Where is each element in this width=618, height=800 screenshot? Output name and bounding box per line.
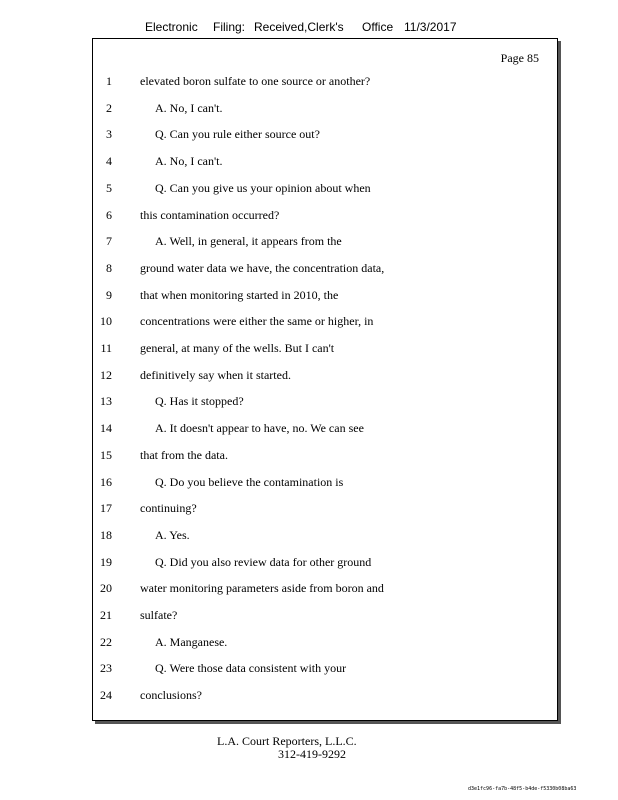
transcript-line [93,501,553,517]
line-text: Q. Were those data consistent with your [155,661,347,676]
line-text: Q. Do you believe the contamination is [155,474,344,489]
line-number: 15 [100,447,112,462]
line-number: 19 [100,554,112,569]
line-number: 11 [100,341,112,355]
document-id: d3e1fc96-fa7b-48f5-b4de-f5330b08ba63 [468,786,577,792]
transcript-line [93,288,553,304]
line-text: Q. Has it stopped? [155,394,244,409]
line-text: water monitoring parameters aside from boron and [140,581,384,596]
transcript-line [93,261,553,277]
line-text: Q. Can you rule either source out? [155,127,320,142]
stamp-filing-date: 11/3/2017 [404,20,457,34]
transcript-line [93,475,553,491]
line-number: 9 [106,287,112,302]
line-number: 20 [100,581,112,596]
line-text: conclusions? [140,688,202,703]
line-text: A. It doesn't appear to have, no. We can see [155,421,364,436]
line-number: 23 [100,661,112,676]
line-text: this contamination occurred? [140,207,280,222]
transcript-line [93,127,553,143]
transcript-line [93,368,553,384]
line-number: 10 [100,314,112,329]
transcript-line [93,341,553,357]
transcript-line [93,688,553,704]
line-number: 17 [100,501,112,516]
transcript-line [93,528,553,544]
line-text: that when monitoring started in 2010, the [140,287,339,302]
line-number: 22 [100,634,112,649]
line-text: definitively say when it started. [140,367,291,382]
line-text: A. Yes. [155,527,190,542]
transcript-line [93,154,553,170]
line-number: 5 [106,180,112,195]
line-number: 14 [100,421,112,436]
transcript-line [93,101,553,117]
court-reporter-phone: 312-419-9292 [278,747,346,761]
line-text: that from the data. [140,447,228,462]
stamp-word-electronic: Electronic [145,20,198,34]
line-text: continuing? [140,501,197,516]
line-number: 2 [106,100,112,115]
transcript-line [93,661,553,677]
line-number: 4 [106,154,112,169]
page-number: Page 85 [500,51,539,65]
stamp-word-filing: Filing: [213,20,246,34]
transcript-line [93,181,553,197]
transcript-line [93,421,553,437]
line-number: 24 [100,688,112,703]
transcript-line [93,74,553,90]
transcript-page [92,38,558,721]
transcript-line [93,608,553,624]
transcript-line [93,581,553,597]
line-number: 7 [106,234,112,249]
line-text: Q. Can you give us your opinion about when [155,180,371,195]
stamp-word-office: Office [362,20,394,34]
line-number: 13 [100,394,112,409]
line-number: 1 [106,74,112,88]
transcript-line [93,208,553,224]
court-reporter-name: L.A. Court Reporters, L.L.C. [217,734,357,748]
line-number: 3 [106,127,112,142]
line-number: 12 [100,367,112,382]
line-text: sulfate? [140,608,178,622]
stamp-word-received: Received,Clerk's [254,20,344,34]
line-number: 18 [100,527,112,542]
line-text: A. No, I can't. [155,100,223,115]
transcript-line [93,234,553,250]
transcript-line [93,635,553,651]
line-text: A. Well, in general, it appears from the [155,234,342,249]
transcript-line [93,555,553,571]
transcript-line [93,448,553,464]
line-number: 21 [100,608,112,622]
line-number: 6 [106,207,112,222]
line-number: 8 [106,260,112,275]
transcript-line [93,314,553,330]
line-text: concentrations were either the same or higher, in [140,314,374,329]
transcript-line [93,394,553,410]
line-text: Q. Did you also review data for other ground [155,554,372,569]
line-number: 16 [100,474,112,489]
line-text: A. Manganese. [155,634,228,649]
line-text: A. No, I can't. [155,154,223,169]
line-text: general, at many of the wells. But I can't [140,341,335,355]
line-text: elevated boron sulfate to one source or another? [140,74,371,88]
line-text: ground water data we have, the concentration data, [140,260,385,275]
